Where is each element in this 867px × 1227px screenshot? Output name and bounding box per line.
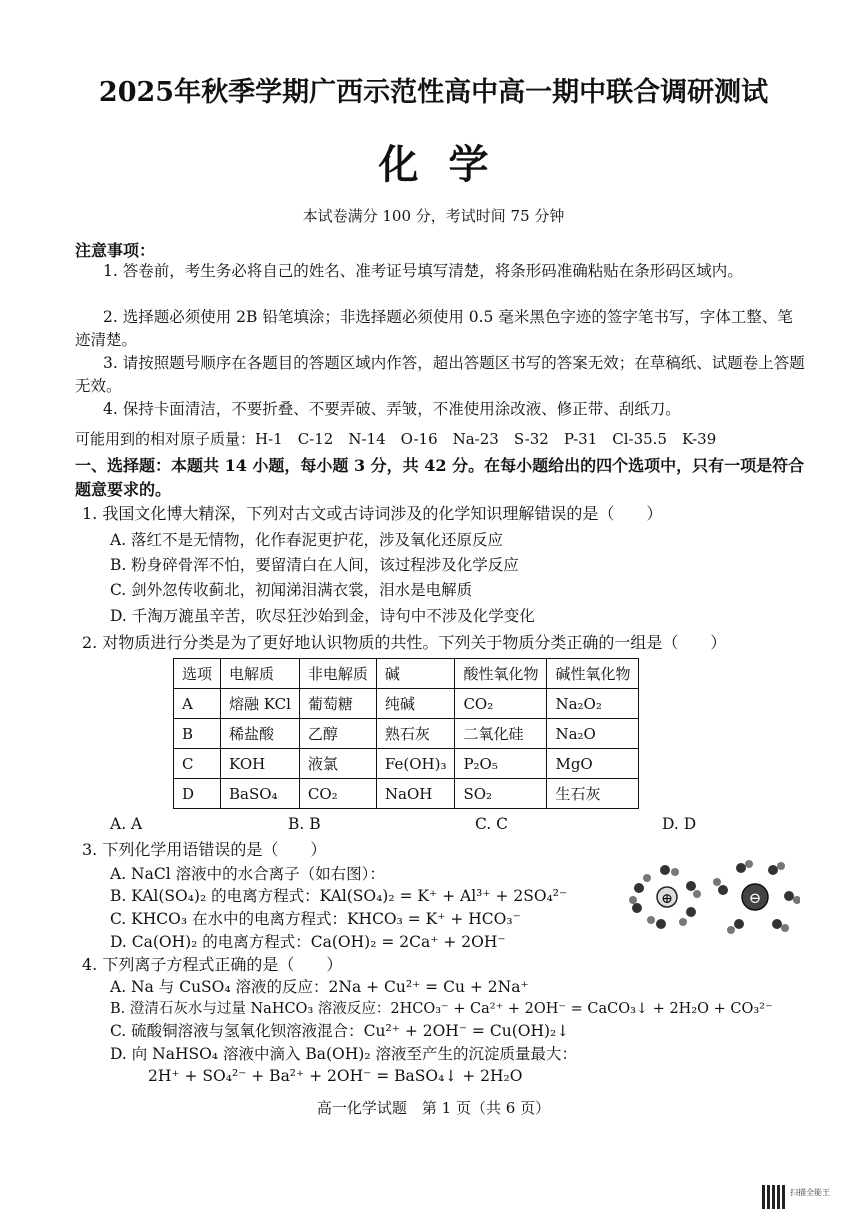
q1-stem: 1. 我国文化博大精深，下列对古文或古诗词涉及的化学知识理解错误的是（ ） (82, 504, 663, 523)
table-row (174, 779, 639, 809)
table-cell: MgO (547, 749, 639, 779)
table-cell: KOH (221, 749, 300, 779)
q1-option-c: C. 剑外忽传收蓟北，初闻涕泪满衣裳，泪水是电解质 (110, 581, 473, 599)
q4-option-d: D. 向 NaHSO₄ 溶液中滴入 Ba(OH)₂ 溶液至产生的沉淀质量最大： (110, 1045, 577, 1063)
table-cell: 二氧化硅 (455, 719, 547, 749)
table-cell: Na₂O₂ (547, 689, 639, 719)
table-header: 非电解质 (299, 659, 376, 689)
q3-option-b: B. KAl(SO₄)₂ 的电离方程式：KAl(SO₄)₂ = K⁺ + Al³⁺ + 2SO₄²⁻ (110, 887, 568, 905)
atomic-masses: 可能用到的相对原子质量：H-1 C-12 N-14 O-16 Na-23 S-32 P-31 Cl-35.5 K-39 (75, 430, 717, 448)
table-cell: Fe(OH)₃ (376, 749, 455, 779)
table-cell: P₂O₅ (455, 749, 547, 779)
q2-choice-a: A. A (110, 815, 143, 833)
table-row (174, 689, 639, 719)
table-header: 选项 (174, 659, 221, 689)
section-heading: 一、选择题：本题共 14 小题，每小题 3 分，共 42 分。在每小题给出的四个选项中，只有一项是符合题意要求的。 (75, 456, 805, 499)
page-footer: 高一化学试题 第 1 页（共 6 页） (316, 1099, 551, 1117)
classification-table (173, 658, 639, 809)
q3-stem: 3. 下列化学用语错误的是（ ） (82, 840, 327, 859)
table-cell: D (174, 779, 221, 809)
q2-choice-b: B. B (288, 815, 321, 833)
table-cell: C (174, 749, 221, 779)
scanner-watermark: 扫描全能王 (790, 1188, 830, 1197)
hydrated-cation-icon (629, 865, 701, 929)
q1-option-a: A. 落红不是无情物，化作春泥更护花，涉及氧化还原反应 (110, 531, 504, 549)
cation-label: ⊕ (661, 891, 673, 907)
q2-stem: 2. 对物质进行分类是为了更好地认识物质的共性。下列关于物质分类正确的一组是（ ） (82, 633, 727, 652)
q4-option-d-equation: 2H⁺ + SO₄²⁻ + Ba²⁺ + 2OH⁻ = BaSO₄↓ + 2H₂O (148, 1067, 523, 1085)
exam-info: 本试卷满分 100 分，考试时间 75 分钟 (302, 207, 565, 225)
hydrated-anion-icon (713, 860, 800, 934)
q4-stem: 4. 下列离子方程式正确的是（ ） (82, 955, 343, 974)
table-cell: A (174, 689, 221, 719)
table-cell: 液氯 (299, 749, 376, 779)
table-header: 碱 (376, 659, 455, 689)
table-row (174, 719, 639, 749)
table-cell: Na₂O (547, 719, 639, 749)
q2-choice-d: D. D (662, 815, 697, 833)
subject-title: 化学 (378, 141, 519, 188)
q3-option-d: D. Ca(OH)₂ 的电离方程式：Ca(OH)₂ = 2Ca⁺ + 2OH⁻ (110, 933, 506, 951)
exam-title: 2025年秋季学期广西示范性高中高一期中联合调研测试 (98, 77, 769, 108)
notice-heading: 注意事项： (75, 241, 156, 260)
q2-choice-c: C. C (475, 815, 509, 833)
table-cell: 稀盐酸 (221, 719, 300, 749)
q3-option-a: A. NaCl 溶液中的水合离子（如右图）： (110, 865, 385, 883)
table-cell: 纯碱 (376, 689, 455, 719)
q4-option-b: B. 澄清石灰水与过量 NaHCO₃ 溶液反应：2HCO₃⁻ + Ca²⁺ + 2OH⁻ = CaCO₃↓ + 2H₂O + CO₃²⁻ (110, 1001, 773, 1017)
notice-item-4: 4. 保持卡面清洁，不要折叠、不要弄破、弄皱，不准使用涂改液、修正带、刮纸刀。 (103, 400, 681, 418)
table-cell: CO₂ (299, 779, 376, 809)
table-cell: 乙醇 (299, 719, 376, 749)
notice-item-2: 2. 选择题必须使用 2B 铅笔填涂；非选择题必须使用 0.5 毫米黑色字迹的签字笔书写，字体工整、笔迹清楚。 (75, 308, 793, 349)
q1-option-d: D. 千淘万漉虽辛苦，吹尽狂沙始到金，诗句中不涉及化学变化 (110, 607, 535, 625)
table-cell: NaOH (376, 779, 455, 809)
q4-option-a: A. Na 与 CuSO₄ 溶液的反应：2Na + Cu²⁺ = Cu + 2Na⁺ (110, 978, 529, 996)
notice-item-1: 1. 答卷前，考生务必将自己的姓名、准考证号填写清楚，将条形码准确粘贴在条形码区域内。 (103, 262, 743, 280)
table-cell: 熟石灰 (376, 719, 455, 749)
table-cell: 葡萄糖 (299, 689, 376, 719)
table-cell: 熔融 KCl (221, 689, 300, 719)
table-header: 碱性氧化物 (547, 659, 639, 689)
hydrated-ions-figure (625, 860, 800, 935)
table-cell: BaSO₄ (221, 779, 300, 809)
anion-label: ⊖ (748, 889, 762, 907)
table-cell: 生石灰 (547, 779, 639, 809)
qr-code-icon (762, 1185, 786, 1209)
table-header-row (174, 659, 639, 689)
q1-option-b: B. 粉身碎骨浑不怕，要留清白在人间，该过程涉及化学反应 (110, 556, 519, 574)
table-cell: CO₂ (455, 689, 547, 719)
table-header: 电解质 (221, 659, 300, 689)
q4-option-c: C. 硫酸铜溶液与氢氧化钡溶液混合：Cu²⁺ + 2OH⁻ = Cu(OH)₂↓ (110, 1022, 570, 1040)
notice-item-3: 3. 请按照题号顺序在各题目的答题区域内作答，超出答题区书写的答案无效；在草稿纸、试题卷上答题无效。 (75, 354, 805, 395)
table-cell: B (174, 719, 221, 749)
table-cell: SO₂ (455, 779, 547, 809)
table-header: 酸性氧化物 (455, 659, 547, 689)
table-row (174, 749, 639, 779)
q3-option-c: C. KHCO₃ 在水中的电离方程式：KHCO₃ = K⁺ + HCO₃⁻ (110, 910, 521, 928)
